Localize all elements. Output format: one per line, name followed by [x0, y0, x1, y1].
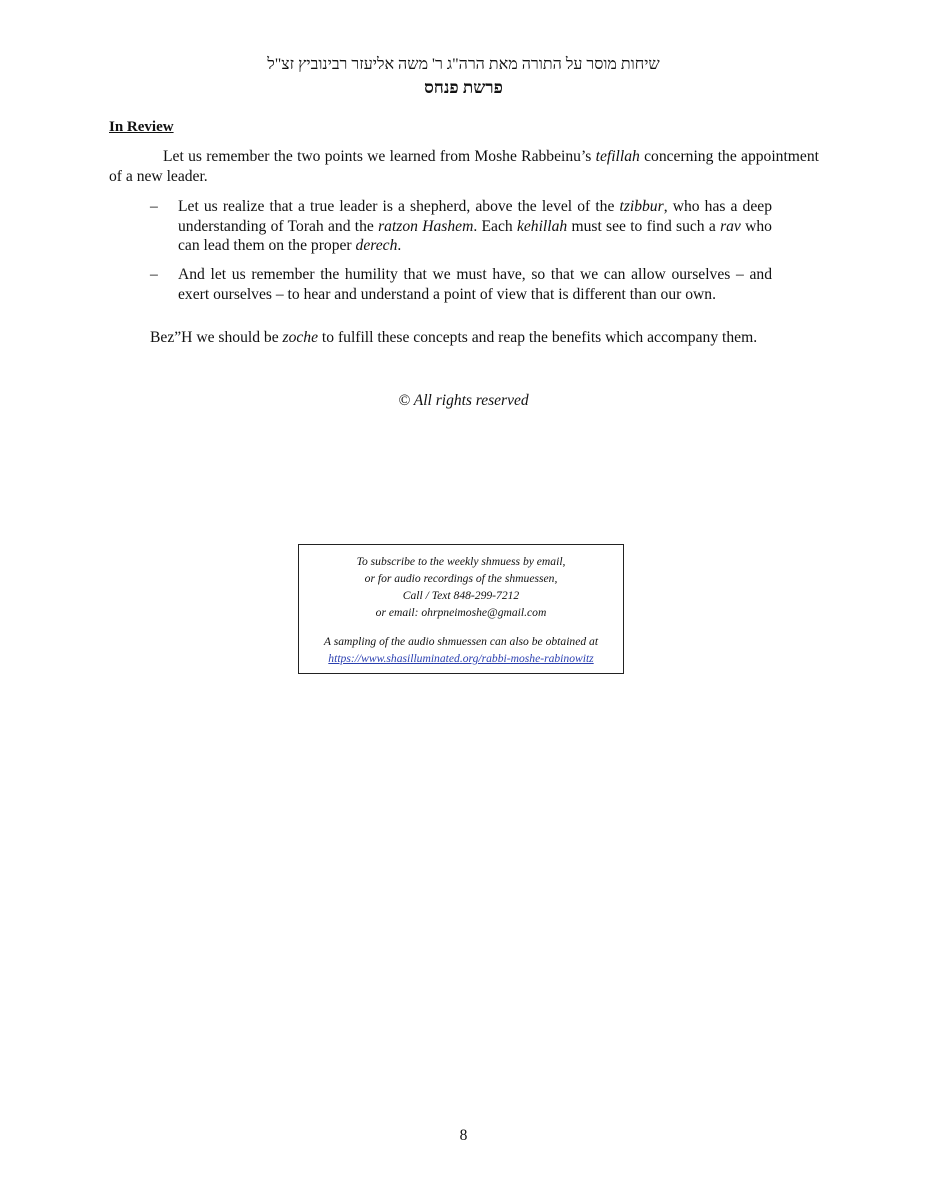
page-number: 8: [459, 1127, 468, 1144]
term-zoche: zoche: [282, 329, 319, 346]
subscribe-phone: Call / Text 848-299-7212: [402, 589, 520, 602]
bullet-text: And let us remember the humility that we must have, so that we can allow ourselves – and exert ourselves – to hear and understand a point of view that is different than our own.: [178, 266, 772, 303]
bullet-1-part-6: .: [397, 237, 402, 254]
bullet-dash: –: [150, 266, 158, 283]
term-derech: derech: [355, 237, 398, 254]
sampling-block: [299, 633, 623, 667]
bullet-1-part-5: who can lead them on the proper: [178, 217, 772, 254]
sampling-text: A sampling of the audio shmuessen can also be obtained at: [323, 635, 599, 648]
subscribe-email: or email: ohrpneimoshe@gmail.com: [375, 606, 547, 619]
term-rav: rav: [720, 217, 741, 235]
term-kehillah: kehillah: [516, 217, 568, 235]
bullet-item-humility: [150, 265, 772, 304]
section-heading: In Review: [109, 119, 174, 135]
intro-text-c: concerning the appointment of a new leader.: [109, 148, 819, 185]
bullet-1-part-1: Let us realize that a true leader is a shepherd, above the level of the: [178, 198, 620, 215]
subscribe-line-1: To subscribe to the weekly shmuess by email,: [356, 555, 566, 568]
subscribe-info-box: [298, 544, 624, 674]
shmuessen-link[interactable]: https://www.shasilluminated.org/rabbi-moshe-rabinowitz: [328, 652, 594, 665]
closing-text-c: to fulfill these concepts and reap the benefits which accompany them.: [318, 329, 758, 346]
bullet-1-part-4: must see to find such a: [567, 217, 721, 235]
closing-sentence: [150, 328, 830, 348]
subscribe-line-2: or for audio recordings of the shmuessen,: [364, 572, 558, 585]
intro-text-a: Let us remember the two points we learned from Moshe Rabbeinu’s: [163, 148, 596, 165]
hebrew-series-title: שיחות מוסר על התורה מאת הרה"ג ר' משה אליעזר רבינוביץ זצ"ל: [267, 56, 660, 73]
bullet-1-part-3: . Each: [473, 217, 517, 235]
bullet-dash: –: [150, 198, 158, 215]
intro-paragraph: [109, 147, 819, 186]
subscribe-lines: [299, 553, 623, 621]
copyright-notice: © All rights reserved: [398, 392, 529, 409]
parsha-title: פרשת פנחס: [424, 78, 503, 97]
term-ratzon-hashem: ratzon Hashem: [378, 217, 474, 235]
closing-text-a: Bez”H we should be: [150, 329, 283, 346]
term-tzibbur: tzibbur: [619, 198, 664, 215]
bullet-item-leader: [150, 197, 772, 256]
bullet-1-part-2: , who has a deep understanding of Torah and the: [178, 198, 772, 235]
bullet-text: [178, 197, 772, 256]
intro-term-tefillah: tefillah: [595, 148, 640, 165]
